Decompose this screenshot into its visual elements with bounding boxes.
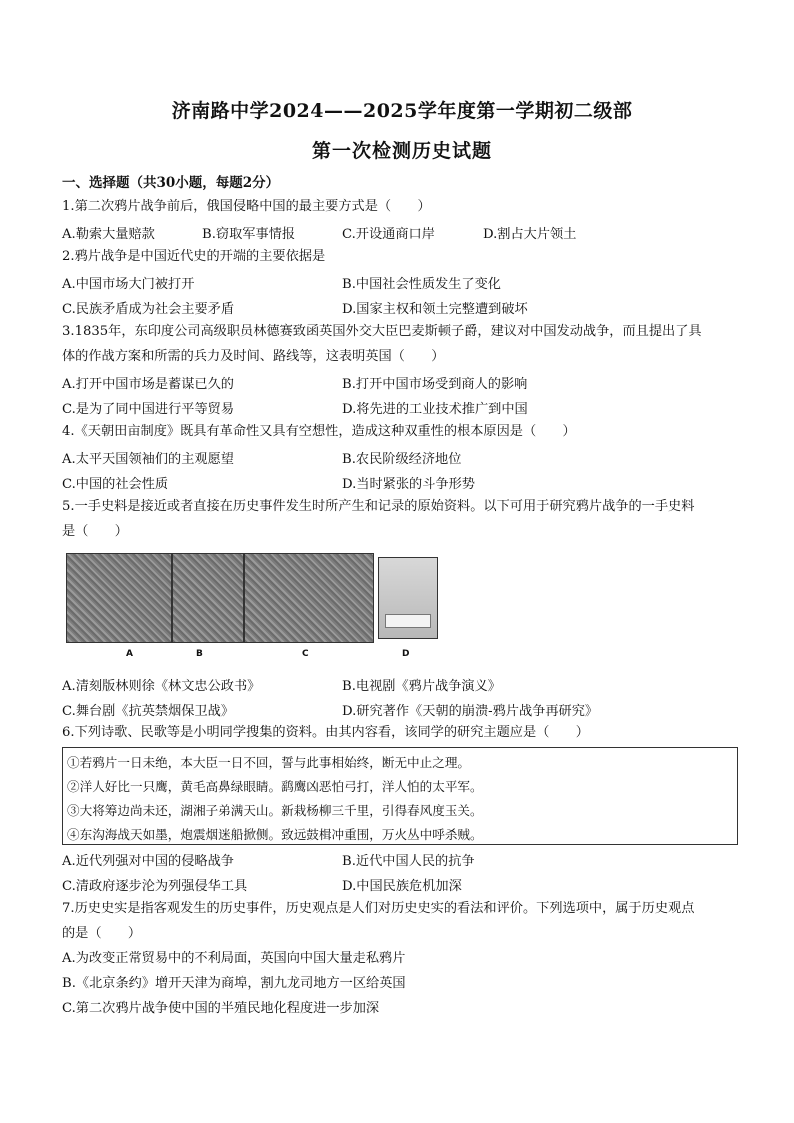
- q1-option-d: D.割占大片领土: [483, 227, 577, 242]
- q2-option-b: B.中国社会性质发生了变化: [342, 277, 501, 292]
- q3-option-d: D.将先进的工业技术推广到中国: [342, 402, 528, 417]
- q5-image-b: [172, 553, 244, 643]
- q5-image-label-c: C: [302, 649, 309, 659]
- q4-option-d: D.当时紧张的斗争形势: [342, 477, 475, 492]
- q7-stem-line1: 7.历史史实是指客观发生的历史事件，历史观点是人们对历史史实的看法和评价。下列选项中，属于历史观点: [62, 901, 695, 916]
- q5-stem-line1: 5.一手史料是接近或者直接在历史事件发生时所产生和记录的原始资料。以下可用于研究鸦片战争的一手史料: [62, 499, 695, 514]
- q7-option-a: A.为改变正常贸易中的不利局面，英国向中国大量走私鸦片: [62, 951, 406, 966]
- q2-options-row1: [62, 273, 742, 291]
- q3-options-row2: [62, 398, 742, 416]
- q7-option-b: B.《北京条约》增开天津为商埠，割九龙司地方一区给英国: [62, 976, 406, 991]
- q1-option-a: A.勒索大量赔款: [62, 227, 155, 242]
- q5-image-a: [66, 553, 172, 643]
- q7-stem-line2: 的是（ ）: [62, 926, 142, 941]
- q1-stem: 1.第二次鸦片战争前后，俄国侵略中国的最主要方式是（ ）: [62, 199, 431, 214]
- q2-option-d: D.国家主权和领土完整遭到破坏: [342, 302, 528, 317]
- q2-option-a: A.中国市场大门被打开: [62, 277, 195, 292]
- exam-title: 济南路中学2024——2025学年度第一学期初二级部: [171, 100, 633, 122]
- q3-option-a: A.打开中国市场是蓄谋已久的: [62, 377, 234, 392]
- q6-options-row1: [62, 850, 742, 868]
- q5-option-c: C.舞台剧《抗英禁烟保卫战》: [62, 704, 235, 719]
- q6-options-row2: [62, 875, 742, 893]
- q1-options: [62, 223, 742, 241]
- q6-material-3: ③大将筹边尚未还，湖湘子弟满天山。新栽杨柳三千里，引得春风度玉关。: [67, 803, 483, 818]
- q6-option-d: D.中国民族危机加深: [342, 879, 462, 894]
- q3-option-b: B.打开中国市场受到商人的影响: [342, 377, 528, 392]
- exam-subtitle: 第一次检测历史试题: [311, 140, 492, 162]
- q5-image-label-d: D: [402, 649, 410, 659]
- q3-options-row1: [62, 373, 742, 391]
- q2-stem: 2.鸦片战争是中国近代史的开端的主要依据是: [62, 249, 326, 264]
- q1-option-c: C.开设通商口岸: [342, 227, 435, 242]
- q5-option-a: A.清刻版林则徐《林文忠公政书》: [62, 679, 261, 694]
- q6-option-a: A.近代列强对中国的侵略战争: [62, 854, 234, 869]
- q5-options-row1: [62, 675, 742, 693]
- q2-options-row2: [62, 298, 742, 316]
- q5-stem-line2: 是（ ）: [62, 524, 128, 539]
- q5-image-label-b: B: [196, 649, 203, 659]
- q5-option-d: D.研究著作《天朝的崩溃-鸦片战争再研究》: [342, 704, 599, 719]
- q3-option-c: C.是为了同中国进行平等贸易: [62, 402, 235, 417]
- q4-option-a: A.太平天国领袖们的主观愿望: [62, 452, 234, 467]
- q6-option-b: B.近代中国人民的抗争: [342, 854, 475, 869]
- q3-stem-line2: 体的作战方案和所需的兵力及时间、路线等，这表明英国（ ）: [62, 349, 445, 364]
- q4-option-b: B.农民阶级经济地位: [342, 452, 462, 467]
- q5-image-d: [378, 557, 438, 639]
- q4-stem: 4.《天朝田亩制度》既具有革命性又具有空想性，造成这种双重性的根本原因是（ ）: [62, 424, 576, 439]
- section-heading: 一、选择题（共30小题，每题2分）: [62, 175, 280, 191]
- q1-option-b: B.窃取军事情报: [202, 227, 296, 242]
- q6-material-1: ①若鸦片一日未绝，本大臣一日不回，誓与此事相始终，断无中止之理。: [67, 755, 470, 770]
- q5-image-label-a: A: [126, 649, 133, 659]
- q5-image-strip: [66, 553, 506, 663]
- q3-stem-line1: 3.1835年，东印度公司高级职员林德赛致函英国外交大臣巴麦斯顿子爵，建议对中国发动战争，而且提出了具: [62, 324, 702, 339]
- q5-image-c: [244, 553, 374, 643]
- q6-option-c: C.清政府逐步沦为列强侵华工具: [62, 879, 248, 894]
- q4-option-c: C.中国的社会性质: [62, 477, 169, 492]
- q4-options-row1: [62, 448, 742, 466]
- q7-option-c: C.第二次鸦片战争使中国的半殖民地化程度进一步加深: [62, 1001, 380, 1016]
- q6-stem: 6.下列诗歌、民歌等是小明同学搜集的资料。由其内容看，该同学的研究主题应是（ ）: [62, 725, 589, 740]
- q6-material-4: ④东沟海战天如墨，炮震烟迷船掀侧。致远鼓楫冲重围，万火丛中呼杀贼。: [67, 827, 483, 842]
- q2-option-c: C.民族矛盾成为社会主要矛盾: [62, 302, 235, 317]
- q4-options-row2: [62, 473, 742, 491]
- q6-material-box: [62, 747, 738, 845]
- q5-option-b: B.电视剧《鸦片战争演义》: [342, 679, 501, 694]
- q6-material-2: ②洋人好比一只鹰，黄毛高鼻绿眼睛。鹞鹰凶恶怕弓打，洋人怕的太平军。: [67, 779, 483, 794]
- q5-options-row2: [62, 700, 742, 718]
